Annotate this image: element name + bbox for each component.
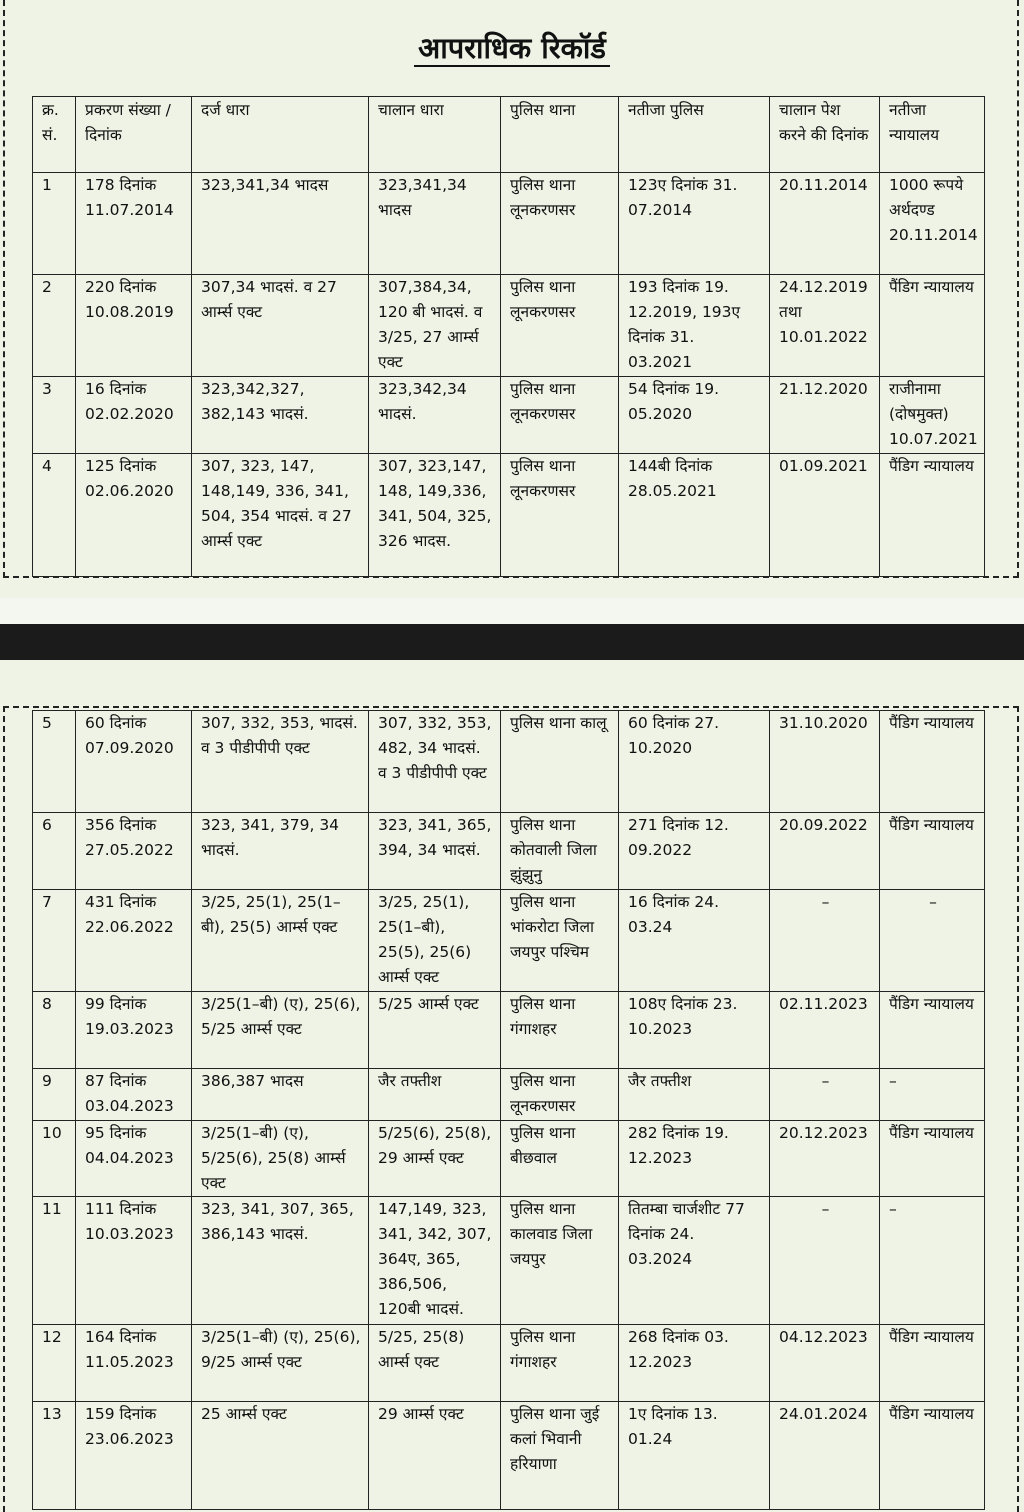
cell-court-result: पैंडिग न्यायालय bbox=[880, 1121, 985, 1197]
cell-police-station: पुलिस थाना भांकरोटा जिला जयपुर पश्चिम bbox=[501, 890, 619, 992]
header-challan-date: चालान पेश करने की दिनांक bbox=[770, 97, 880, 173]
cell-police-station: पुलिस थाना कालू bbox=[501, 711, 619, 813]
cell-police-station: पुलिस थाना गंगाशहर bbox=[501, 992, 619, 1069]
cell-serial: 10 bbox=[33, 1121, 76, 1197]
cell-case-number: 99 दिनांक 19.03.2023 bbox=[76, 992, 192, 1069]
cell-police-station: पुलिस थाना बीछवाल bbox=[501, 1121, 619, 1197]
cell-court-result: पैंडिग न्यायालय bbox=[880, 813, 985, 890]
cell-police-station: पुलिस थाना लूनकरणसर bbox=[501, 1069, 619, 1121]
cell-registered-section: 386,387 भादस bbox=[192, 1069, 369, 1121]
header-challan-section: चालान धारा bbox=[369, 97, 501, 173]
cell-serial: 7 bbox=[33, 890, 76, 992]
page-gap bbox=[0, 598, 1024, 624]
cell-case-number: 60 दिनांक 07.09.2020 bbox=[76, 711, 192, 813]
cell-registered-section: 3/25(1–बी) (ए), 25(6), 9/25 आर्म्स एक्ट bbox=[192, 1325, 369, 1402]
header-serial: क्र. सं. bbox=[33, 97, 76, 173]
cell-registered-section: 307,34 भादसं. व 27 आर्म्स एक्ट bbox=[192, 275, 369, 377]
header-police-station: पुलिस थाना bbox=[501, 97, 619, 173]
cell-registered-section: 25 आर्म्स एक्ट bbox=[192, 1402, 369, 1510]
table-row bbox=[33, 890, 985, 992]
cell-challan-date: 20.11.2014 bbox=[770, 173, 880, 275]
table-row bbox=[33, 992, 985, 1069]
cell-registered-section: 323, 341, 379, 34 भादसं. bbox=[192, 813, 369, 890]
table-row bbox=[33, 377, 985, 454]
cell-challan-section: 307, 332, 353, 482, 34 भादसं. व 3 पीडीपीपी एक्ट bbox=[369, 711, 501, 813]
cell-police-station: पुलिस थाना कोतवाली जिला झुंझुनु bbox=[501, 813, 619, 890]
cell-case-number: 87 दिनांक 03.04.2023 bbox=[76, 1069, 192, 1121]
table-row bbox=[33, 813, 985, 890]
table-header-row bbox=[33, 97, 985, 173]
cell-police-station: पुलिस थाना लूनकरणसर bbox=[501, 454, 619, 577]
header-case-number: प्रकरण संख्या / दिनांक bbox=[76, 97, 192, 173]
cell-police-result: 193 दिनांक 19. 12.2019, 193ए दिनांक 31. 03.2021 bbox=[619, 275, 770, 377]
cell-registered-section: 323, 341, 307, 365, 386,143 भादसं. bbox=[192, 1197, 369, 1325]
cell-serial: 11 bbox=[33, 1197, 76, 1325]
cell-challan-section: 5/25 आर्म्स एक्ट bbox=[369, 992, 501, 1069]
cell-serial: 6 bbox=[33, 813, 76, 890]
cell-challan-date: – bbox=[770, 1069, 880, 1121]
cell-police-result: तितम्बा चार्जशीट 77 दिनांक 24. 03.2024 bbox=[619, 1197, 770, 1325]
cell-challan-section: 29 आर्म्स एक्ट bbox=[369, 1402, 501, 1510]
header-court-result: नतीजा न्यायालय bbox=[880, 97, 985, 173]
cell-case-number: 178 दिनांक 11.07.2014 bbox=[76, 173, 192, 275]
cell-police-result: 16 दिनांक 24. 03.24 bbox=[619, 890, 770, 992]
table-row bbox=[33, 1402, 985, 1510]
page-border-right bbox=[1017, 706, 1019, 1512]
cell-challan-date: – bbox=[770, 1197, 880, 1325]
cell-serial: 1 bbox=[33, 173, 76, 275]
cell-police-station: पुलिस थाना लूनकरणसर bbox=[501, 275, 619, 377]
cell-police-result: 282 दिनांक 19. 12.2023 bbox=[619, 1121, 770, 1197]
cell-registered-section: 307, 323, 147, 148,149, 336, 341, 504, 354 भादसं. व 27 आर्म्स एक्ट bbox=[192, 454, 369, 577]
cell-court-result: पैंडिग न्यायालय bbox=[880, 711, 985, 813]
table-row bbox=[33, 711, 985, 813]
cell-challan-section: 307, 323,147, 148, 149,336, 341, 504, 325, 326 भादस. bbox=[369, 454, 501, 577]
cell-challan-section: 5/25(6), 25(8), 29 आर्म्स एक्ट bbox=[369, 1121, 501, 1197]
cell-challan-section: 323, 341, 365, 394, 34 भादसं. bbox=[369, 813, 501, 890]
cell-court-result: पैंडिग न्यायालय bbox=[880, 992, 985, 1069]
cell-police-result: 268 दिनांक 03. 12.2023 bbox=[619, 1325, 770, 1402]
page-border-left bbox=[3, 706, 5, 1512]
cell-serial: 13 bbox=[33, 1402, 76, 1510]
cell-challan-section: 3/25, 25(1), 25(1–बी), 25(5), 25(6) आर्म्स एक्ट bbox=[369, 890, 501, 992]
cell-police-station: पुलिस थाना जुई कलां भिवानी हरियाणा bbox=[501, 1402, 619, 1510]
cell-registered-section: 3/25(1–बी) (ए), 25(6), 5/25 आर्म्स एक्ट bbox=[192, 992, 369, 1069]
cell-court-result: पैंडिग न्यायालय bbox=[880, 454, 985, 577]
cell-challan-date: 21.12.2020 bbox=[770, 377, 880, 454]
cell-registered-section: 323,342,327, 382,143 भादसं. bbox=[192, 377, 369, 454]
cell-court-result: पैंडिग न्यायालय bbox=[880, 1325, 985, 1402]
cell-police-result: 1ए दिनांक 13. 01.24 bbox=[619, 1402, 770, 1510]
cell-police-station: पुलिस थाना गंगाशहर bbox=[501, 1325, 619, 1402]
cell-challan-date: 01.09.2021 bbox=[770, 454, 880, 577]
cell-challan-date: 24.12.2019 तथा 10.01.2022 bbox=[770, 275, 880, 377]
cell-serial: 8 bbox=[33, 992, 76, 1069]
table-row bbox=[33, 275, 985, 377]
cell-challan-section: 307,384,34, 120 बी भादसं. व 3/25, 27 आर्म्स एक्ट bbox=[369, 275, 501, 377]
table-row bbox=[33, 1197, 985, 1325]
document-page-2 bbox=[0, 660, 1024, 1512]
cell-police-result: 54 दिनांक 19. 05.2020 bbox=[619, 377, 770, 454]
cell-challan-date: 24.01.2024 bbox=[770, 1402, 880, 1510]
header-police-result: नतीजा पुलिस bbox=[619, 97, 770, 173]
cell-police-station: पुलिस थाना कालवाड जिला जयपुर bbox=[501, 1197, 619, 1325]
cell-serial: 12 bbox=[33, 1325, 76, 1402]
cell-challan-section: 323,341,34 भादस bbox=[369, 173, 501, 275]
cell-police-result: जैर तफ्तीश bbox=[619, 1069, 770, 1121]
header-registered-section: दर्ज धारा bbox=[192, 97, 369, 173]
cell-case-number: 159 दिनांक 23.06.2023 bbox=[76, 1402, 192, 1510]
cell-court-result: पैंडिग न्यायालय bbox=[880, 1402, 985, 1510]
cell-court-result: – bbox=[880, 1197, 985, 1325]
page-border-right bbox=[1017, 0, 1019, 578]
cell-challan-section: 147,149, 323, 341, 342, 307, 364ए, 365, 386,506, 120बी भादसं. bbox=[369, 1197, 501, 1325]
cell-case-number: 111 दिनांक 10.03.2023 bbox=[76, 1197, 192, 1325]
cell-challan-section: 5/25, 25(8) आर्म्स एक्ट bbox=[369, 1325, 501, 1402]
cell-case-number: 16 दिनांक 02.02.2020 bbox=[76, 377, 192, 454]
cell-challan-section: जैर तफ्तीश bbox=[369, 1069, 501, 1121]
cell-challan-date: 31.10.2020 bbox=[770, 711, 880, 813]
cell-serial: 9 bbox=[33, 1069, 76, 1121]
table-row bbox=[33, 454, 985, 577]
page-separator-band bbox=[0, 624, 1024, 660]
cell-court-result: – bbox=[880, 1069, 985, 1121]
page-border-left bbox=[3, 0, 5, 578]
cell-serial: 5 bbox=[33, 711, 76, 813]
cell-challan-date: 02.11.2023 bbox=[770, 992, 880, 1069]
cell-police-result: 60 दिनांक 27. 10.2020 bbox=[619, 711, 770, 813]
document-page-1 bbox=[0, 0, 1024, 598]
cell-police-station: पुलिस थाना लूनकरणसर bbox=[501, 377, 619, 454]
table-row bbox=[33, 1121, 985, 1197]
cell-challan-date: 04.12.2023 bbox=[770, 1325, 880, 1402]
cell-case-number: 220 दिनांक 10.08.2019 bbox=[76, 275, 192, 377]
table-row bbox=[33, 1069, 985, 1121]
cell-serial: 3 bbox=[33, 377, 76, 454]
page-title: आपराधिक रिकॉर्ड bbox=[0, 28, 1024, 68]
cell-case-number: 164 दिनांक 11.05.2023 bbox=[76, 1325, 192, 1402]
table-row bbox=[33, 173, 985, 275]
cell-challan-date: 20.09.2022 bbox=[770, 813, 880, 890]
criminal-record-table-continued bbox=[32, 710, 985, 1510]
cell-police-result: 123ए दिनांक 31. 07.2014 bbox=[619, 173, 770, 275]
cell-court-result: – bbox=[880, 890, 985, 992]
cell-serial: 2 bbox=[33, 275, 76, 377]
cell-case-number: 431 दिनांक 22.06.2022 bbox=[76, 890, 192, 992]
cell-registered-section: 3/25(1–बी) (ए), 5/25(6), 25(8) आर्म्स एक्ट bbox=[192, 1121, 369, 1197]
cell-court-result: 1000 रूपये अर्थदण्ड 20.11.2014 bbox=[880, 173, 985, 275]
cell-challan-date: – bbox=[770, 890, 880, 992]
cell-police-result: 271 दिनांक 12. 09.2022 bbox=[619, 813, 770, 890]
cell-police-result: 108ए दिनांक 23. 10.2023 bbox=[619, 992, 770, 1069]
cell-case-number: 125 दिनांक 02.06.2020 bbox=[76, 454, 192, 577]
cell-court-result: राजीनामा (दोषमुक्त) 10.07.2021 bbox=[880, 377, 985, 454]
cell-challan-section: 323,342,34 भादसं. bbox=[369, 377, 501, 454]
page-border-top bbox=[3, 706, 1019, 708]
cell-challan-date: 20.12.2023 bbox=[770, 1121, 880, 1197]
cell-case-number: 356 दिनांक 27.05.2022 bbox=[76, 813, 192, 890]
cell-court-result: पैंडिग न्यायालय bbox=[880, 275, 985, 377]
table-row bbox=[33, 1325, 985, 1402]
cell-serial: 4 bbox=[33, 454, 76, 577]
cell-registered-section: 3/25, 25(1), 25(1–बी), 25(5) आर्म्स एक्ट bbox=[192, 890, 369, 992]
criminal-record-table bbox=[32, 96, 985, 577]
cell-police-result: 144बी दिनांक 28.05.2021 bbox=[619, 454, 770, 577]
cell-police-station: पुलिस थाना लूनकरणसर bbox=[501, 173, 619, 275]
cell-registered-section: 323,341,34 भादस bbox=[192, 173, 369, 275]
cell-case-number: 95 दिनांक 04.04.2023 bbox=[76, 1121, 192, 1197]
cell-registered-section: 307, 332, 353, भादसं. व 3 पीडीपीपी एक्ट bbox=[192, 711, 369, 813]
